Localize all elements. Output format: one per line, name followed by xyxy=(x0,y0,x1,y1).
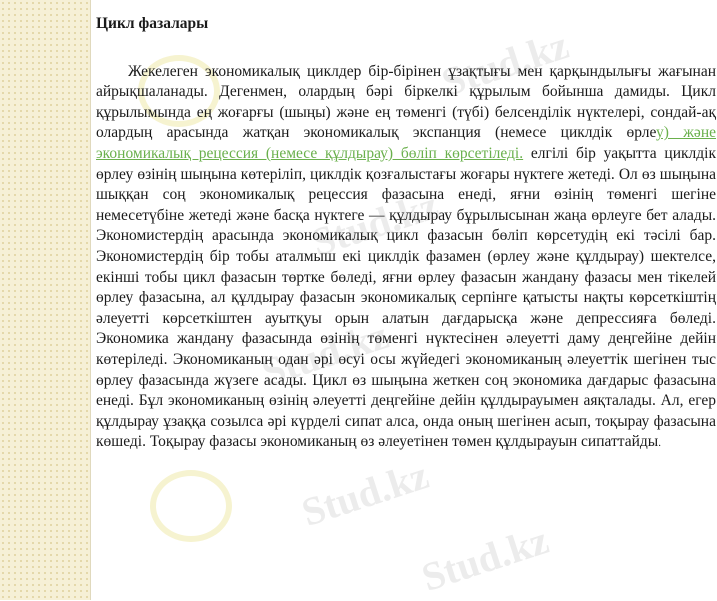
watermark: Stud.kz xyxy=(306,182,444,265)
watermark: Stud.kz xyxy=(296,452,434,535)
watermark: Stud.kz xyxy=(436,22,574,105)
paragraph-text: Жекелеген экономикалық циклдер бір-бірінен ұзақтығы мен қарқындылығы жағынан айрықшаланады. Дегенмен, олардың бәрі біркелкі құрылым бойынша дамиды. Цикл құрылымында ең жоғарғы (шыңы) және ең төменгі (түбі) белсенділік нүктелері, сондай-ақ олардың арасында жатқан экономикалық экспанция (немесе циклдік өрле xyxy=(96,62,716,142)
watermark: Stud.kz xyxy=(256,312,394,395)
watermark-logo xyxy=(150,470,232,542)
page-title: Цикл фазалары xyxy=(96,15,209,32)
document-body xyxy=(96,14,716,454)
paragraph-end: . xyxy=(658,437,661,450)
paragraph-text: елгілі бір уақытта циклдік өрлеу өзінің шыңына көтеріліп, циклдік қозғалыстағы жоғары нүктеге жетеді. Ол өз шыңына шыққан соң экономикалық рецессия фазасына енеді, яғни өзінің төменгі шегіне немесетүбіне жетеді және басқа нүктеге — құлдырау бұрылысынан жаңа өрлеуге бет алады. Экономистердің арасында экономикалық цикл фазасын бөліп көрсетудің екі тәсілі бар. Экономистердің бір тобы аталмыш екі циклдік фазамен (өрлеу және құлдырау) шектелсе, екінші тобы цикл фазасын төртке бөледі, яғни өрлеу фазасын жандану фазасы мен тікелей өрлеу фазасына, ал құлдырау фазасын экономикалық серпінге қатысты нақты көрсеткіштің әлеуетті көрсеткіштен ауытқуы орын алатын дағдарысқа және депрессияға бөледі. Экономика жандану фазасында өзінің төменгі нүктесінен әлеуетті даму деңгейіне дейін көтеріледі. Экономиканың одан әрі өсуі осы жүйедегі экономиканың әлеуеттік шегінен тыс өрлеу фазасында жүзеге асады. Цикл өз шыңына жеткен соң экономика дағдарыс фазасына енеді. Бұл экономиканың өзінің әлеуетті деңгейіне дейін құлдырауымен аяқталады. Ал, егер құлдырау ұзаққа созылса әрі күрделі сипат алса, онда оның шегінен асып, тоқырау фазасына көшеді. Тоқырау фазасы экономиканың өз әлеуетінен төмен құлдырауын сипаттайды xyxy=(96,144,717,451)
hyperlink-text[interactable]: у) және экономикалық рецессия (немесе құлдырау) бөліп көрсетіледі. xyxy=(96,124,716,162)
watermark: Stud.kz xyxy=(416,517,554,600)
main-paragraph xyxy=(96,62,716,454)
decorative-left-strip xyxy=(0,0,91,600)
